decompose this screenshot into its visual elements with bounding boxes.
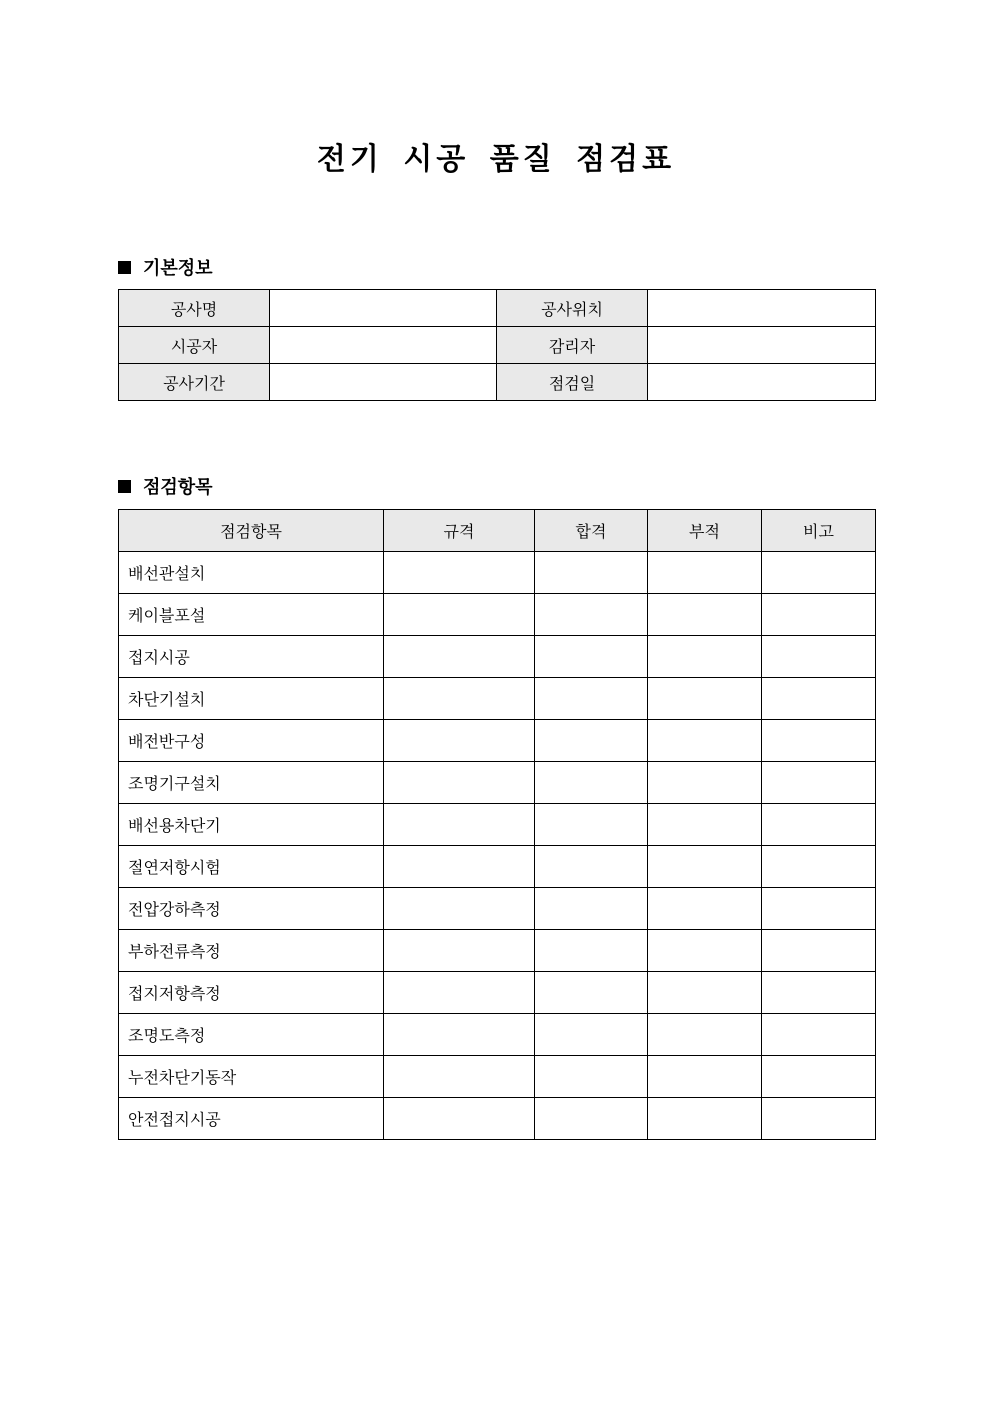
table-row (119, 327, 876, 364)
column-header: 부적 (648, 510, 762, 552)
remarks-cell[interactable] (762, 678, 876, 720)
fail-cell[interactable] (648, 804, 762, 846)
remarks-cell[interactable] (762, 930, 876, 972)
remarks-cell[interactable] (762, 552, 876, 594)
pass-cell[interactable] (535, 552, 648, 594)
spec-cell[interactable] (384, 804, 535, 846)
label-cell: 시공자 (119, 327, 270, 364)
spec-cell[interactable] (384, 720, 535, 762)
item-cell: 조명도측정 (119, 1014, 384, 1056)
remarks-cell[interactable] (762, 636, 876, 678)
table-row (119, 552, 876, 594)
pass-cell[interactable] (535, 762, 648, 804)
pass-cell[interactable] (535, 636, 648, 678)
spec-cell[interactable] (384, 930, 535, 972)
table-row (119, 762, 876, 804)
square-bullet-icon (118, 261, 131, 274)
fail-cell[interactable] (648, 1098, 762, 1140)
table-row (119, 1098, 876, 1140)
section-heading-checklist (118, 473, 213, 499)
remarks-cell[interactable] (762, 1098, 876, 1140)
remarks-cell[interactable] (762, 972, 876, 1014)
fail-cell[interactable] (648, 762, 762, 804)
table-row (119, 636, 876, 678)
item-cell: 접지시공 (119, 636, 384, 678)
supervisor-field[interactable] (648, 327, 876, 364)
label-cell: 점검일 (497, 364, 648, 401)
item-cell: 조명기구설치 (119, 762, 384, 804)
label-cell: 공사기간 (119, 364, 270, 401)
spec-cell[interactable] (384, 1098, 535, 1140)
remarks-cell[interactable] (762, 1056, 876, 1098)
item-cell: 안전접지시공 (119, 1098, 384, 1140)
remarks-cell[interactable] (762, 846, 876, 888)
spec-cell[interactable] (384, 678, 535, 720)
label-cell: 공사위치 (497, 290, 648, 327)
fail-cell[interactable] (648, 846, 762, 888)
item-cell: 접지저항측정 (119, 972, 384, 1014)
item-cell: 부하전류측정 (119, 930, 384, 972)
square-bullet-icon (118, 480, 131, 493)
table-row (119, 290, 876, 327)
pass-cell[interactable] (535, 678, 648, 720)
pass-cell[interactable] (535, 1014, 648, 1056)
table-row (119, 888, 876, 930)
fail-cell[interactable] (648, 594, 762, 636)
item-cell: 차단기설치 (119, 678, 384, 720)
section-heading-basic-info (118, 254, 213, 280)
fail-cell[interactable] (648, 678, 762, 720)
spec-cell[interactable] (384, 888, 535, 930)
item-cell: 케이블포설 (119, 594, 384, 636)
spec-cell[interactable] (384, 594, 535, 636)
project-name-field[interactable] (270, 290, 497, 327)
table-row (119, 594, 876, 636)
table-row (119, 804, 876, 846)
table-row (119, 364, 876, 401)
item-cell: 배전반구성 (119, 720, 384, 762)
spec-cell[interactable] (384, 552, 535, 594)
document-title: 전기 시공 품질 점검표 (316, 142, 676, 177)
column-header: 점검항목 (119, 510, 384, 552)
table-header-row (119, 510, 876, 552)
column-header: 비고 (762, 510, 876, 552)
fail-cell[interactable] (648, 888, 762, 930)
item-cell: 전압강하측정 (119, 888, 384, 930)
table-row (119, 678, 876, 720)
label-cell: 감리자 (497, 327, 648, 364)
column-header: 규격 (384, 510, 535, 552)
fail-cell[interactable] (648, 972, 762, 1014)
checklist-table (118, 509, 876, 1140)
remarks-cell[interactable] (762, 762, 876, 804)
fail-cell[interactable] (648, 1014, 762, 1056)
fail-cell[interactable] (648, 552, 762, 594)
table-row (119, 972, 876, 1014)
pass-cell[interactable] (535, 888, 648, 930)
label-cell: 공사명 (119, 290, 270, 327)
basic-info-table (118, 289, 876, 401)
item-cell: 배선용차단기 (119, 804, 384, 846)
table-row (119, 1014, 876, 1056)
pass-cell[interactable] (535, 972, 648, 1014)
fail-cell[interactable] (648, 720, 762, 762)
project-location-field[interactable] (648, 290, 876, 327)
column-header: 합격 (535, 510, 648, 552)
table-row (119, 846, 876, 888)
pass-cell[interactable] (535, 594, 648, 636)
item-cell: 배선관설치 (119, 552, 384, 594)
construction-period-field[interactable] (270, 364, 497, 401)
spec-cell[interactable] (384, 1056, 535, 1098)
pass-cell[interactable] (535, 846, 648, 888)
table-row (119, 1056, 876, 1098)
fail-cell[interactable] (648, 1056, 762, 1098)
spec-cell[interactable] (384, 1014, 535, 1056)
remarks-cell[interactable] (762, 720, 876, 762)
spec-cell[interactable] (384, 846, 535, 888)
pass-cell[interactable] (535, 930, 648, 972)
remarks-cell[interactable] (762, 804, 876, 846)
remarks-cell[interactable] (762, 888, 876, 930)
fail-cell[interactable] (648, 930, 762, 972)
pass-cell[interactable] (535, 1098, 648, 1140)
remarks-cell[interactable] (762, 594, 876, 636)
section-heading-label: 기본정보 (143, 258, 213, 279)
section-heading-label: 점검항목 (143, 477, 213, 498)
spec-cell[interactable] (384, 762, 535, 804)
fail-cell[interactable] (648, 636, 762, 678)
item-cell: 누전차단기동작 (119, 1056, 384, 1098)
table-row (119, 930, 876, 972)
spec-cell[interactable] (384, 972, 535, 1014)
contractor-field[interactable] (270, 327, 497, 364)
spec-cell[interactable] (384, 636, 535, 678)
table-row (119, 720, 876, 762)
remarks-cell[interactable] (762, 1014, 876, 1056)
item-cell: 절연저항시험 (119, 846, 384, 888)
pass-cell[interactable] (535, 1056, 648, 1098)
inspection-date-field[interactable] (648, 364, 876, 401)
pass-cell[interactable] (535, 720, 648, 762)
pass-cell[interactable] (535, 804, 648, 846)
